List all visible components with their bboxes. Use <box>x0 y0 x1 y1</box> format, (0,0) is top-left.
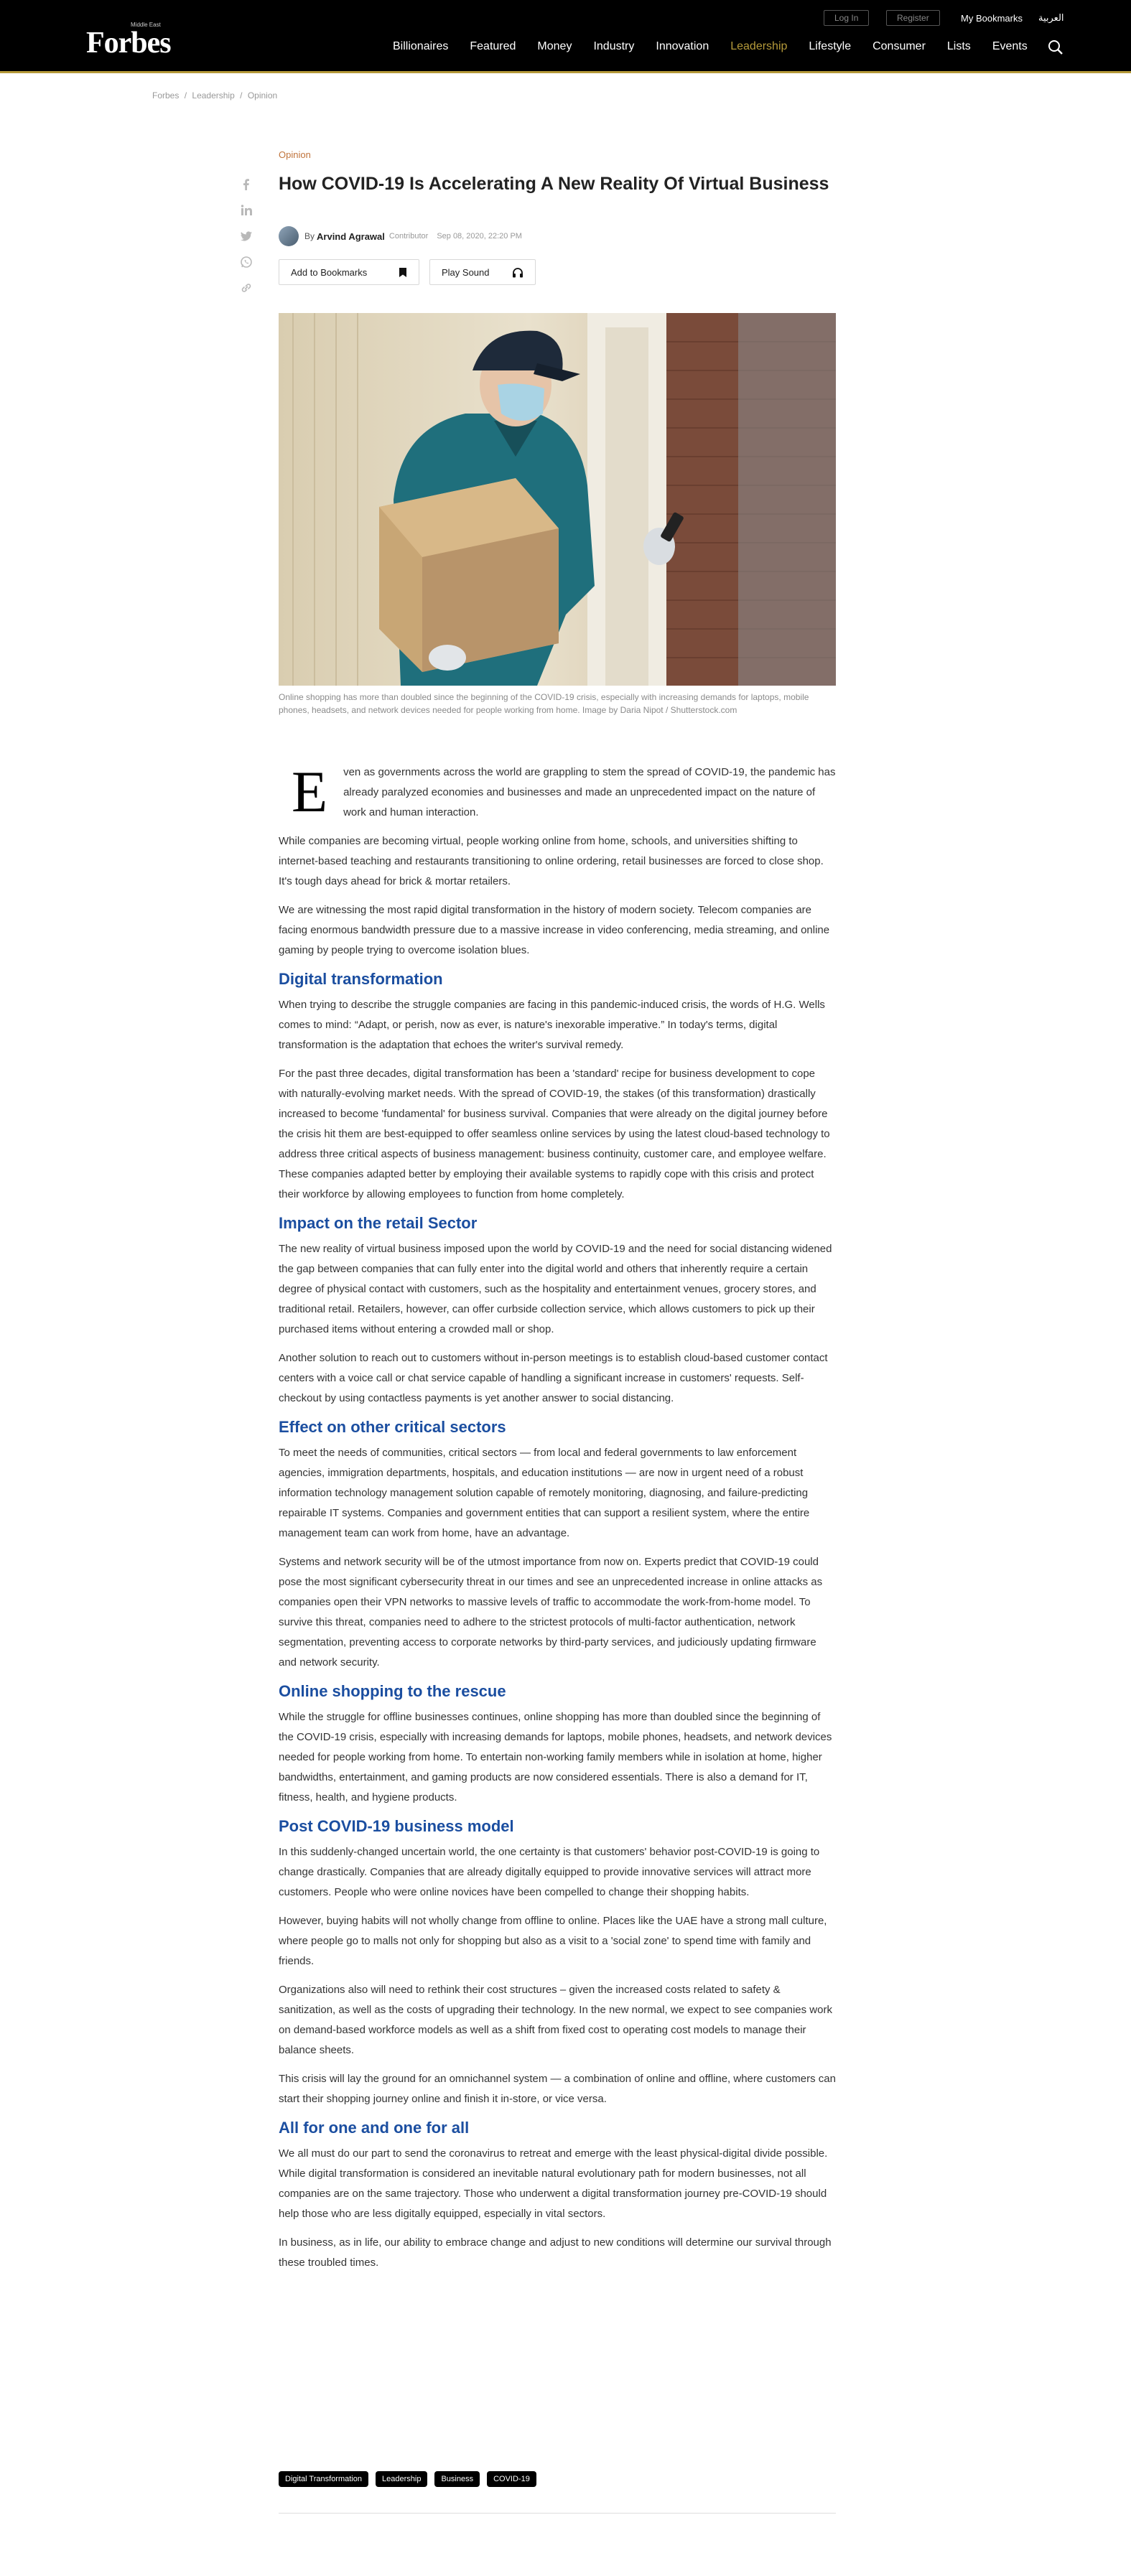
breadcrumb-separator: / <box>184 90 187 101</box>
add-to-bookmarks-button[interactable] <box>279 259 419 285</box>
play-sound-label: Play Sound <box>442 266 490 278</box>
breadcrumb-opinion[interactable]: Opinion <box>247 90 278 101</box>
paragraph: This crisis will lay the ground for an omnichannel system — a combination of online and offline, where customers can start their shopping journey online and finish it in-store, or vice versa. <box>279 2073 836 2105</box>
paragraph: The new reality of virtual business imposed upon the world by COVID-19 and the need for social distancing widened the gap between companies that can fully enter into the digital world and others that inherently require a certain degree of physical contact with customers, such as the hospitality and entertainment venues, grocery stores, and traditional retail. Retailers, however, can offer curbside collection service, which allows customers to pick up their purchased items without entering a crowded mall or shop. <box>279 1243 832 1335</box>
tag-leadership[interactable]: Leadership <box>376 2471 427 2487</box>
paragraph: However, buying habits will not wholly change from offline to online. Places like the UAE have a strong mall culture, where people go to malls not only for shopping but also as a visit to a 'social zone' to spend time with family and friends. <box>279 1915 827 1967</box>
linkedin-icon[interactable] <box>240 204 253 217</box>
breadcrumb <box>152 90 280 101</box>
search-icon[interactable] <box>1048 39 1063 55</box>
paragraph: For the past three decades, digital transformation has been a 'standard' recipe for business development to cope with naturally-evolving market needs. With the spread of COVID-19, the stakes (of this transformation) drastically increased to become 'fundamental' for business survival. Companies that were already on the digital journey before the crisis hit them are best-equipped to offer seamless online services by using the latest cloud-based technology to address three critical aspects of business management: business continuity, customer care, and employee welfare. These companies adapted better by employing their available systems to rapidly cope with this crisis and protect their workforce by allowing employees to function from home completely. <box>279 1068 830 1200</box>
drop-cap: E <box>292 759 328 824</box>
top-header <box>0 0 1131 73</box>
login-button[interactable]: Log In <box>824 10 869 26</box>
tag-covid-19[interactable]: COVID-19 <box>487 2471 536 2487</box>
author-name[interactable]: Arvind Agrawal <box>317 230 385 242</box>
paragraph: While the struggle for offline businesses continues, online shopping has more than doubled since the beginning of the COVID-19 crisis, especially with increasing demands for laptops, mobile phones, headsets, and network devices needed for people working from home. To entertain non-working family members while in isolation at home, higher bandwidths, entertainment, and gaming products are now considered essentials. There is also a demand for IT, fitness, health, and hygiene products. <box>279 1711 832 1803</box>
article-title: How COVID-19 Is Accelerating A New Reality Of Virtual Business <box>279 174 829 194</box>
section-heading-critical-sectors: Effect on other critical sectors <box>279 1418 506 1436</box>
main-nav <box>393 40 1049 53</box>
nav-industry[interactable]: Industry <box>593 40 635 52</box>
paragraph: In this suddenly-changed uncertain world, the one certainty is that customers' behavior post-COVID-19 is going to change drastically. Companies that are already digitally equipped to provide innovative services will attract more customers. People who were online novices have been compelled to change their shopping habits. <box>279 1846 820 1898</box>
tag-business[interactable]: Business <box>434 2471 480 2487</box>
nav-money[interactable]: Money <box>537 40 572 52</box>
share-rail <box>240 178 254 307</box>
whatsapp-icon[interactable] <box>240 256 253 269</box>
paragraph: Systems and network security will be of the utmost importance from now on. Experts predict that COVID-19 could pose the most significant cybersecurity threat in our times and see an unprecedented increase in online attacks as companies open their VPN networks to massive levels of traffic to accommodate the work-from-home model. To survive this threat, companies need to adhere to the strictest protocols of multi-factor authentication, network segmentation, preventing access to corporate networks by third-party services, and judiciously updating firmware and network security. <box>279 1556 823 1669</box>
breadcrumb-separator: / <box>240 90 243 101</box>
hero-caption: Online shopping has more than doubled since the beginning of the COVID-19 crisis, especially with increasing demands for laptops, mobile phones, headsets, and network devices needed for people working from home. Image by Daria Nipot / Shutterstock.com <box>279 692 809 715</box>
breadcrumb-leadership[interactable]: Leadership <box>192 90 235 101</box>
nav-featured[interactable]: Featured <box>470 40 516 52</box>
nav-billionaires[interactable]: Billionaires <box>393 40 449 52</box>
tag-list <box>279 2471 836 2487</box>
nav-leadership[interactable]: Leadership <box>730 40 788 52</box>
headphones-icon <box>512 267 523 278</box>
hero-image <box>279 313 836 686</box>
section-heading-digital-transformation: Digital transformation <box>279 970 443 988</box>
section-heading-retail: Impact on the retail Sector <box>279 1214 478 1232</box>
article-body <box>279 759 836 2282</box>
link-icon[interactable] <box>240 281 253 294</box>
register-button[interactable]: Register <box>886 10 940 26</box>
language-switch[interactable]: العربية <box>1038 12 1064 23</box>
forbes-logo[interactable]: Forbes Middle East <box>86 22 171 60</box>
nav-lists[interactable]: Lists <box>946 40 971 52</box>
paragraph: When trying to describe the struggle companies are facing in this pandemic-induced crisis, the words of H.G. Wells comes to mind: “Adapt, or perish, now as ever, is nature's inexorable imperative.” In today's terms, digital transformation is the adaptation that echoes the writer's survival remedy. <box>279 999 825 1051</box>
author-avatar[interactable] <box>279 226 299 246</box>
section-heading-all-for-one: All for one and one for all <box>279 2119 470 2137</box>
paragraph: We are witnessing the most rapid digital transformation in the history of modern society. Telecom companies are facing enormous bandwidth pressure due to a massive increase in video conferencing, media streaming, and online gaming by people trying to overcome isolation blues. <box>279 904 830 956</box>
header-accent-line <box>0 71 1131 73</box>
delivery-person-illustration <box>279 313 836 686</box>
paragraph: To meet the needs of communities, critical sectors — from local and federal governments to law enforcement agencies, immigration departments, hospitals, and education institutions — are now in urgent need of a robust information technology management solution capable of remotely monitoring, diagnosing, and failure-predicting repairable IT systems. Companies and government entities that can support a resilient system, where the entire management team can work from home, have an advantage. <box>279 1447 810 1539</box>
breadcrumb-forbes[interactable]: Forbes <box>152 90 180 101</box>
tag-digital-transformation[interactable]: Digital Transformation <box>279 2471 368 2487</box>
article-kicker[interactable]: Opinion <box>279 149 311 160</box>
twitter-icon[interactable] <box>240 230 253 243</box>
section-heading-online-shopping: Online shopping to the rescue <box>279 1682 506 1700</box>
bookmark-icon <box>399 267 407 278</box>
paragraph: While companies are becoming virtual, people working online from home, schools, and universities shifting to internet-based teaching and restaurants transitioning to online ordering, retail businesses are forced to close shop. It's tough days ahead for brick & mortar retailers. <box>279 835 824 887</box>
play-sound-button[interactable] <box>429 259 536 285</box>
byline <box>279 225 836 248</box>
section-heading-post-covid: Post COVID-19 business model <box>279 1817 514 1835</box>
nav-events[interactable]: Events <box>992 40 1028 52</box>
nav-innovation[interactable]: Innovation <box>656 40 709 52</box>
publish-date: Sep 08, 2020, 22:20 PM <box>437 232 522 241</box>
paragraph: Organizations also will need to rethink their cost structures – given the increased costs related to safety & sanitization, as well as the costs of upgrading their technology. In the new normal, we expect to see companies work on demand-based workforce models as well as a shift from fixed cost to operating cost models to manage their balance sheets. <box>279 1984 832 2056</box>
byline-prefix: By <box>304 231 315 241</box>
nav-consumer[interactable]: Consumer <box>872 40 926 52</box>
paragraph: In business, as in life, our ability to embrace change and adjust to new conditions will determine our survival through these troubled times. <box>279 2236 832 2269</box>
nav-lifestyle[interactable]: Lifestyle <box>809 40 852 52</box>
my-bookmarks-link[interactable]: My Bookmarks <box>961 12 1023 24</box>
author-role: Contributor <box>388 232 429 241</box>
intro-paragraph: E ven as governments across the world are grappling to stem the spread of COVID-19, the pandemic has already paralyzed economies and businesses and made an unprecedented impact on the nature of work and human interaction. <box>279 762 836 823</box>
divider <box>279 2513 836 2514</box>
article-actions <box>279 259 836 285</box>
paragraph: Another solution to reach out to customers without in-person meetings is to establish cloud-based customer contact centers with a voice call or chat service capable of handling a significant increase in customers' requests. Self-checkout by using contactless payments is yet another answer to social distancing. <box>279 1352 828 1404</box>
paragraph: We all must do our part to send the coronavirus to retreat and emerge with the least physical-digital divide possible. While digital transformation is considered an inevitable natural evolutionary path for modern businesses, not all companies are on the same trajectory. Those who underwent a digital transformation journey pre-COVID-19 should help those who are less digitally equipped, especially in vital sectors. <box>279 2147 828 2220</box>
facebook-icon[interactable] <box>240 178 253 191</box>
add-to-bookmarks-label: Add to Bookmarks <box>291 266 368 278</box>
